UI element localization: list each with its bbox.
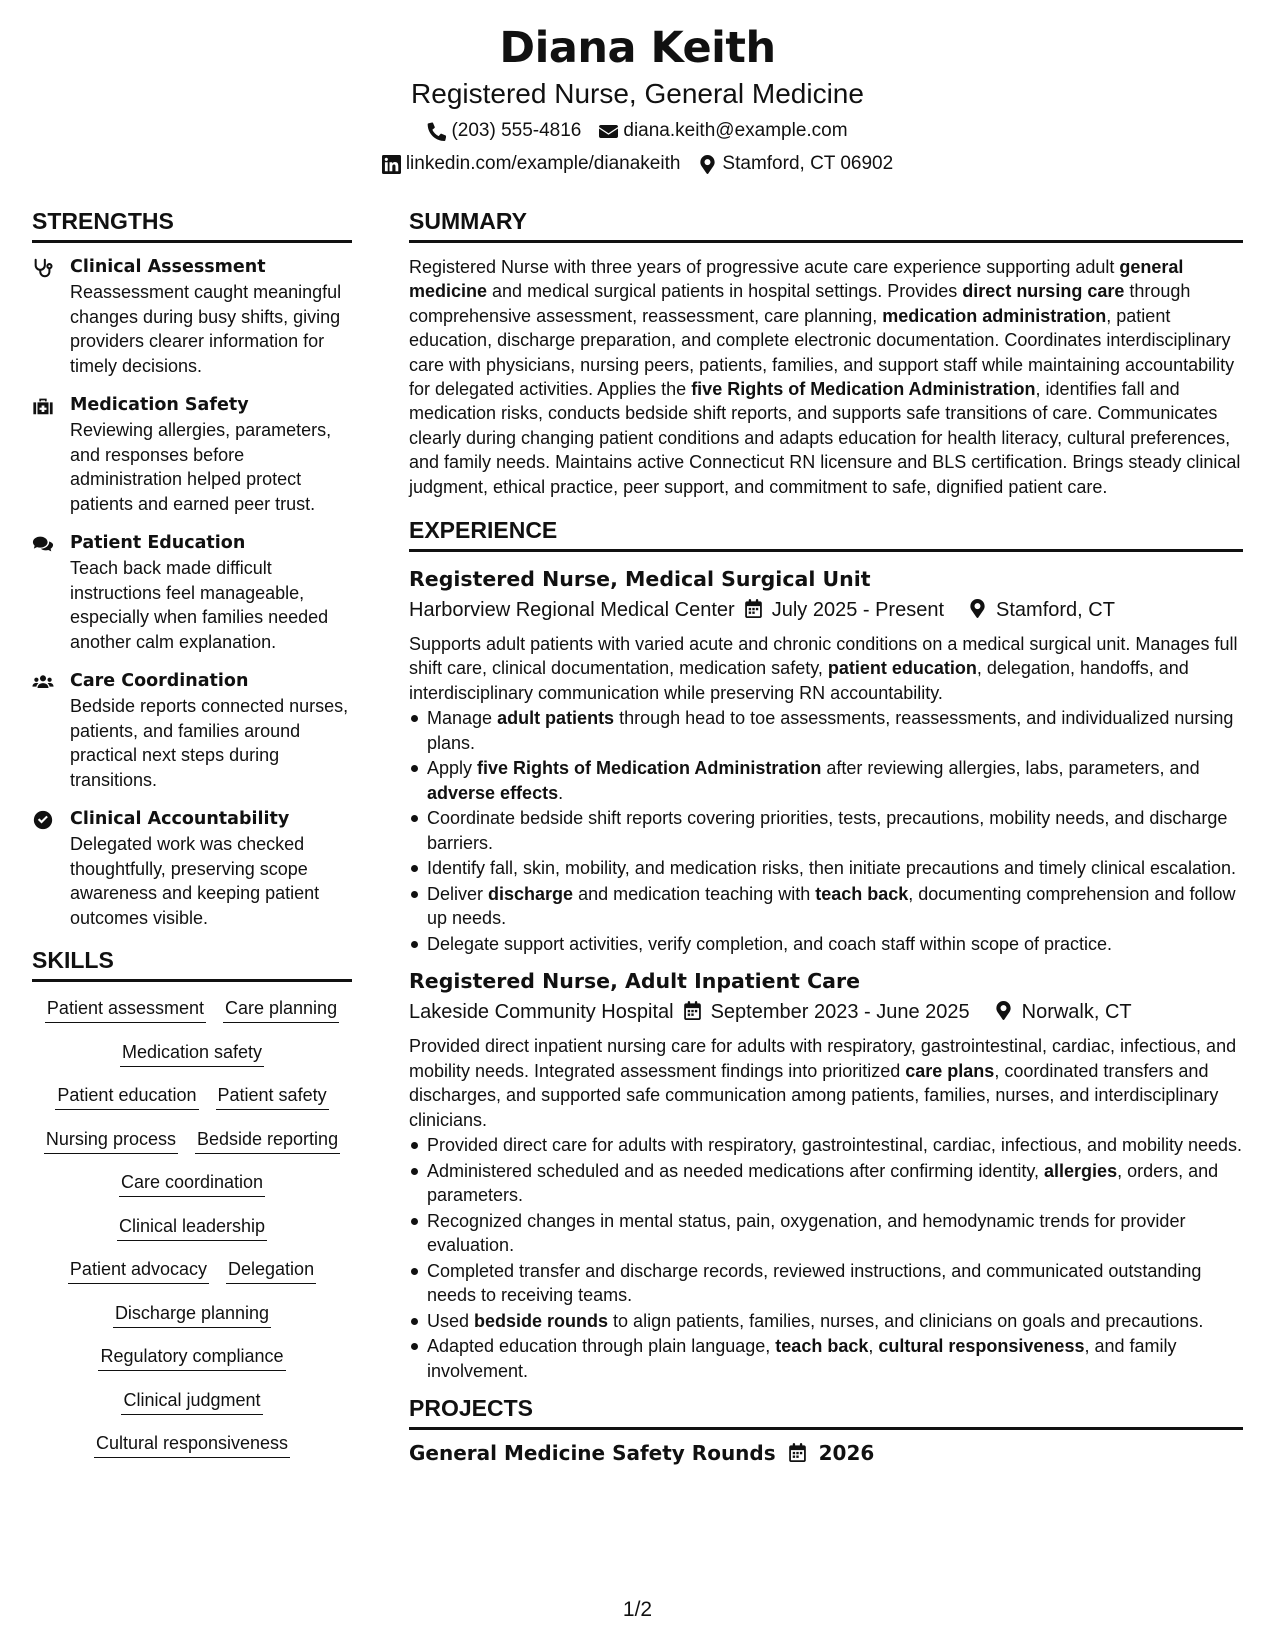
text-span: to align patients, families, nurses, and clinicians on goals and precautions. xyxy=(608,1310,1204,1331)
phone-contact[interactable] xyxy=(427,118,581,144)
strength-title: Patient Education xyxy=(70,533,246,553)
text-span: Recognized changes in mental status, pain, oxygenation, and hemodynamic trends for provider evaluation. xyxy=(427,1210,1186,1255)
left-column xyxy=(32,206,352,1474)
skill-tag: Clinical judgment xyxy=(121,1387,262,1415)
text-span: , orders, and parameters. xyxy=(427,1160,1219,1205)
right-column xyxy=(409,206,1243,1468)
strength-item xyxy=(32,669,352,792)
job-location: Norwalk, CT xyxy=(1021,1001,1132,1024)
skills-heading: SKILLS xyxy=(32,945,352,982)
job-meta xyxy=(409,594,1243,626)
employer: Harborview Regional Medical Center xyxy=(409,599,735,622)
text-span: Used xyxy=(427,1310,475,1331)
job-meta xyxy=(409,996,1243,1028)
users-icon xyxy=(32,671,54,693)
job-title: Registered Nurse, Medical Surgical Unit xyxy=(409,567,871,592)
bullet-item xyxy=(409,882,1243,931)
skill-row xyxy=(32,1256,352,1284)
strength-desc: Teach back made difficult instructions feel manageable, especially when families needed another calm explanation. xyxy=(70,558,329,652)
strength-item xyxy=(32,393,352,516)
bold-text: adult patients xyxy=(497,708,615,729)
bullet-item xyxy=(409,1133,1243,1157)
strength-item xyxy=(32,255,352,378)
text-span: and medical surgical patients in hospital settings. Provides xyxy=(487,281,963,302)
skill-tag: Discharge planning xyxy=(113,1300,271,1328)
text-span: , patient education, discharge preparation, and complete electronic documentation. Coordinates interdisciplinary care with physicians, nursing peers, patients, families, and support staff while maintaining accountability for delegated activities. Applies the xyxy=(409,305,1235,400)
bold-text: direct nursing care xyxy=(962,281,1125,302)
map-pin-icon xyxy=(968,594,987,626)
skill-tag: Regulatory compliance xyxy=(98,1343,285,1371)
strength-item xyxy=(32,531,352,654)
linkedin-icon xyxy=(382,155,401,174)
skill-row xyxy=(32,1343,352,1371)
text-span: through head to toe assessments, reassessments, and individualized nursing plans. xyxy=(427,708,1234,753)
bold-text: five Rights of Medication Administration xyxy=(477,758,822,779)
text-span: after reviewing allergies, labs, parameters, and xyxy=(821,758,1200,779)
strength-desc: Delegated work was checked thoughtfully, preserving scope awareness and keeping patient outcomes visible. xyxy=(70,834,320,928)
bullet-item xyxy=(409,1209,1243,1258)
strength-desc: Reviewing allergies, parameters, and responses before administration helped protect patients and earned peer trust. xyxy=(70,420,332,514)
strength-desc: Reassessment caught meaningful changes during busy shifts, giving providers clearer information for timely decisions. xyxy=(70,282,342,376)
strength-title: Care Coordination xyxy=(70,671,249,691)
project-date: 2026 xyxy=(818,1440,875,1465)
text-span: Supports adult patients with varied acute and chronic conditions on a medical surgical unit. Manages full shift care, clinical documentation, medication safety, xyxy=(409,634,1238,679)
bold-text: general medicine xyxy=(409,257,1184,302)
skill-tag: Patient safety xyxy=(216,1082,329,1110)
text-span: Identify fall, skin, mobility, and medication risks, then initiate precautions and timely clinical escalation. xyxy=(427,858,1237,879)
job-title: Registered Nurse, Adult Inpatient Care xyxy=(409,969,860,994)
text-span: , identifies fall and medication risks, conducts bedside shift reports, and supports safe transitions of care. Communicates clearly during changing patient conditions and adapts education for health literacy, cultural preferences, and family needs. Maintains active Connecticut RN licensure and BLS certification. Brings steady clinical judgment, ethical practice, peer support, and commitment to safe, dignified patient care. xyxy=(409,379,1241,497)
bullet-item xyxy=(409,1259,1243,1308)
bold-text: adverse effects xyxy=(427,782,559,803)
text-span: and medication teaching with xyxy=(573,883,816,904)
skill-tag: Patient education xyxy=(55,1082,198,1110)
linkedin-contact[interactable] xyxy=(382,151,681,177)
phone-text: (203) 555-4816 xyxy=(451,120,582,141)
skill-row xyxy=(32,1213,352,1241)
strength-title: Medication Safety xyxy=(70,395,249,415)
text-span: Administered scheduled and as needed medications after confirming identity, xyxy=(427,1160,1045,1181)
text-span: , xyxy=(868,1336,879,1357)
skill-tag: Patient advocacy xyxy=(68,1256,209,1284)
skills-list xyxy=(32,995,352,1458)
strengths-heading: STRENGTHS xyxy=(32,206,352,243)
stethoscope-icon xyxy=(32,257,54,279)
location-text: Stamford, CT 06902 xyxy=(722,153,894,174)
bullet-item xyxy=(409,806,1243,855)
summary-heading: SUMMARY xyxy=(409,206,1243,243)
bold-text: cultural responsiveness xyxy=(878,1336,1085,1357)
job-location: Stamford, CT xyxy=(996,599,1115,622)
phone-icon xyxy=(427,122,446,141)
skill-row xyxy=(32,1039,352,1067)
calendar-icon xyxy=(683,996,702,1028)
experience-heading: EXPERIENCE xyxy=(409,515,1243,552)
job-entry xyxy=(409,564,1243,956)
skill-row xyxy=(32,995,352,1023)
skill-tag: Nursing process xyxy=(44,1126,178,1154)
location-contact xyxy=(698,151,893,177)
skill-tag: Patient assessment xyxy=(45,995,206,1023)
job-bullets xyxy=(409,706,1243,956)
strength-item xyxy=(32,807,352,930)
email-text: diana.keith@example.com xyxy=(623,120,848,141)
calendar-icon xyxy=(744,594,763,626)
employer: Lakeside Community Hospital xyxy=(409,1001,674,1024)
job-bullets xyxy=(409,1133,1243,1383)
text-span: Adapted education through plain language, xyxy=(427,1336,776,1357)
skill-tag: Clinical leadership xyxy=(117,1213,267,1241)
bullet-item xyxy=(409,856,1243,880)
skill-tag: Bedside reporting xyxy=(195,1126,340,1154)
project-item xyxy=(409,1438,1243,1468)
bullet-item xyxy=(409,1334,1243,1383)
job-description xyxy=(409,1034,1243,1132)
job-dates: September 2023 - June 2025 xyxy=(710,1001,970,1024)
text-span: Provided direct care for adults with respiratory, gastrointestinal, cardiac, infectious, and mobility needs. xyxy=(427,1134,1243,1155)
experience-list xyxy=(409,564,1243,1383)
contact-line-2 xyxy=(0,151,1275,177)
bold-text: medication administration xyxy=(882,305,1107,326)
bold-text: five Rights of Medication Administration xyxy=(691,379,1036,400)
projects-heading: PROJECTS xyxy=(409,1393,1243,1430)
candidate-name: Diana Keith xyxy=(499,23,776,73)
text-span: Coordinate bedside shift reports covering priorities, tests, precautions, mobility needs, and discharge barriers. xyxy=(427,808,1228,853)
text-span: Provided direct inpatient nursing care for adults with respiratory, gastrointestinal, cardiac, infectious, and mobility needs. Integrated assessment findings into prioritized xyxy=(409,1036,1237,1081)
map-pin-icon xyxy=(698,155,717,174)
bold-text: patient education xyxy=(827,658,977,679)
skill-row xyxy=(32,1300,352,1328)
skill-tag: Delegation xyxy=(226,1256,316,1284)
skill-tag: Care planning xyxy=(223,995,339,1023)
skill-row xyxy=(32,1082,352,1110)
bullet-item xyxy=(409,1309,1243,1333)
skill-tag: Cultural responsiveness xyxy=(94,1430,290,1458)
candidate-title: Registered Nurse, General Medicine xyxy=(411,78,864,109)
linkedin-text: linkedin.com/example/dianakeith xyxy=(405,153,681,174)
email-contact[interactable] xyxy=(599,118,847,144)
text-span: , documenting comprehension and follow up needs. xyxy=(427,883,1236,929)
job-entry xyxy=(409,966,1243,1383)
envelope-icon xyxy=(599,122,618,141)
bold-text: allergies xyxy=(1044,1160,1118,1181)
job-dates: July 2025 - Present xyxy=(771,599,945,622)
text-span: through comprehensive assessment, reassessment, care planning, xyxy=(409,281,1191,326)
bullet-item xyxy=(409,706,1243,755)
summary-text xyxy=(409,255,1243,499)
bullet-item xyxy=(409,1159,1243,1208)
text-span: , coordinated transfers and discharges, and supported safe communication among patients, families, nurses, and interdisciplinary clinicians. xyxy=(409,1060,1219,1130)
text-span: Deliver xyxy=(427,883,489,904)
bold-text: teach back xyxy=(815,883,909,904)
bold-text: teach back xyxy=(775,1336,869,1357)
skill-tag: Care coordination xyxy=(119,1169,265,1197)
page-number: 1/2 xyxy=(622,1598,653,1621)
skill-row xyxy=(32,1126,352,1154)
strength-title: Clinical Accountability xyxy=(70,809,290,829)
check-circle-icon xyxy=(32,809,54,831)
text-span: Registered Nurse with three years of progressive acute care experience supporting adult xyxy=(409,257,1120,277)
skill-tag: Medication safety xyxy=(120,1039,264,1067)
skill-row xyxy=(32,1169,352,1197)
text-span: Delegate support activities, verify completion, and coach staff within scope of practice. xyxy=(427,933,1113,954)
bullet-item xyxy=(409,756,1243,805)
project-title: General Medicine Safety Rounds xyxy=(409,1440,776,1465)
bold-text: discharge xyxy=(488,883,574,904)
bold-text: bedside rounds xyxy=(474,1310,609,1331)
medkit-icon xyxy=(32,395,54,417)
map-pin-icon xyxy=(994,996,1013,1028)
text-span: Apply xyxy=(427,758,478,779)
bold-text: care plans xyxy=(905,1060,995,1081)
text-span: Completed transfer and discharge records, reviewed instructions, and communicated outstanding needs to receiving teams. xyxy=(427,1260,1202,1305)
job-description xyxy=(409,632,1243,705)
resume-header xyxy=(0,20,1275,177)
comments-icon xyxy=(32,533,54,555)
contact-line-1 xyxy=(0,118,1275,144)
text-span: Manage xyxy=(427,708,498,729)
skill-row xyxy=(32,1430,352,1458)
calendar-icon xyxy=(788,1443,807,1462)
text-span: , delegation, handoffs, and interdisciplinary communication while preserving RN accountability. xyxy=(409,658,1189,703)
text-span: . xyxy=(558,782,564,803)
skill-row xyxy=(32,1387,352,1415)
bullet-item xyxy=(409,932,1243,956)
text-span: , and family involvement. xyxy=(427,1336,1177,1381)
strength-desc: Bedside reports connected nurses, patients, and families around practical next steps during transitions. xyxy=(70,696,349,790)
strength-title: Clinical Assessment xyxy=(70,257,266,277)
